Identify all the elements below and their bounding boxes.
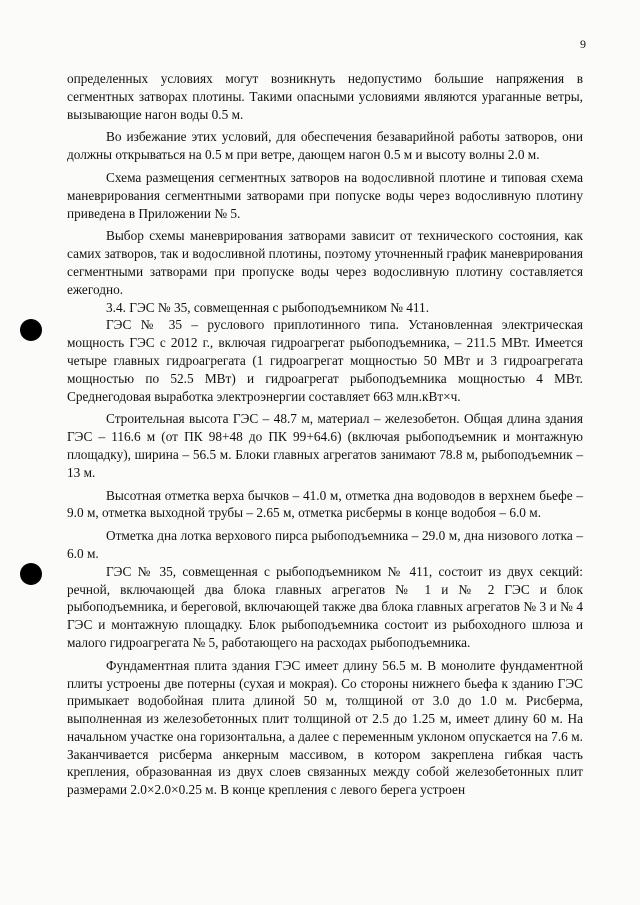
section-heading: 3.4. ГЭС № 35, совмещенная с рыбоподъемником № 411.: [106, 299, 430, 315]
paragraph: ГЭС № 35, совмещенная с рыбоподъемником № 411, состоит из двух секций: речной, включающей два блока главных агрегатов № 1 и № 2 ГЭС и блок рыбоподъемника, и береговой, включающей также два блока главных агрегатов № 3 и № 4 ГЭС и монтажную площадку. Блок рыбоподъемника состоит из рыбоходного шлюза и малого гидроагрегата № 5, работающего на расходах рыбоподъемника.: [67, 563, 583, 650]
paragraph: Схема размещения сегментных затворов на водосливной плотине и типовая схема маневрирования сегментными затворами при попуске воды через водосливную плотину приведена в Приложении № 5.: [67, 169, 583, 221]
paragraph-continued: определенных условиях могут возникнуть недопустимо большие напряжения в сегментных затворах плотины. Такими опасными условиями являются ураганные ветры, вызывающие нагон воды 0.5 м.: [67, 71, 583, 122]
paragraph: Отметка дна лотка верхового пирса рыбоподъемника – 29.0 м, дна низового лотка – 6.0 м.: [67, 528, 583, 561]
paragraph: Выбор схемы маневрирования затворами зависит от технического состояния, как самих затворов, так и водосливной плотины, поэтому уточненный график маневрирования сегментными затворами при пропуске воды через водосливную плотину составляется ежегодно.: [67, 228, 583, 297]
paragraph: Строительная высота ГЭС – 48.7 м, материал – железобетон. Общая длина здания ГЭС – 116.6 м (от ПК 98+48 до ПК 99+64.6) (включая рыбоподъемник и монтажную площадку), ширина – 56.5 м. Блоки главных агрегатов занимают 78.8 м, рыбоподъемник – 13 м.: [67, 411, 583, 480]
paragraph: Во избежание этих условий, для обеспечения безаварийной работы затворов, они должны открываться на 0.5 м при ветре, дающем нагон 0.5 м и высоту волны 2.0 м.: [67, 129, 583, 163]
punch-hole: [20, 563, 42, 585]
punch-hole: [20, 319, 42, 341]
paragraph: ГЭС № 35 – руслового приплотинного типа. Установленная электрическая мощность ГЭС с 2012 г., включая гидроагрегат рыбоподъемника, – 211.5 МВт. Имеется четыре главных гидроагрегата (1 гидроагрегат мощностью 50 МВт и 3 гидроагрегата мощностью по 52.5 МВт) и гидроагрегат рыбоподъемника мощностью 4 МВт. Среднегодовая выработка электроэнергии составляет 663 млн.кВт×ч.: [67, 317, 583, 404]
page-number: 9: [580, 37, 586, 51]
paragraph: Высотная отметка верха бычков – 41.0 м, отметка дна водоводов в верхнем бьефе – 9.0 м, отметка выходной трубы – 2.65 м, отметка рисбермы в конце водобоя – 6.0 м.: [67, 487, 583, 521]
paragraph: Фундаментная плита здания ГЭС имеет длину 56.5 м. В монолите фундаментной плиты устроены две потерны (сухая и мокрая). Со стороны нижнего бьефа к зданию ГЭС примыкает водобойная плита длиной 50 м, толщиной от 3.0 до 1.0 м. Рисберма, выполненная из железобетонных плит толщиной от 2.5 до 1.25 м, имеет длину 60 м. На начальном участке она горизонтальна, а далее с переменным уклоном опускается на 7.6 м. Заканчивается рисберма анкерным массивом, в котором закреплена гибкая часть крепления, образованная из двух слоев связанных между собой железобетонных плит размерами 2.0×2.0×0.25 м. В конце крепления с левого берега устроен: [67, 657, 583, 798]
document-body: [67, 70, 583, 799]
